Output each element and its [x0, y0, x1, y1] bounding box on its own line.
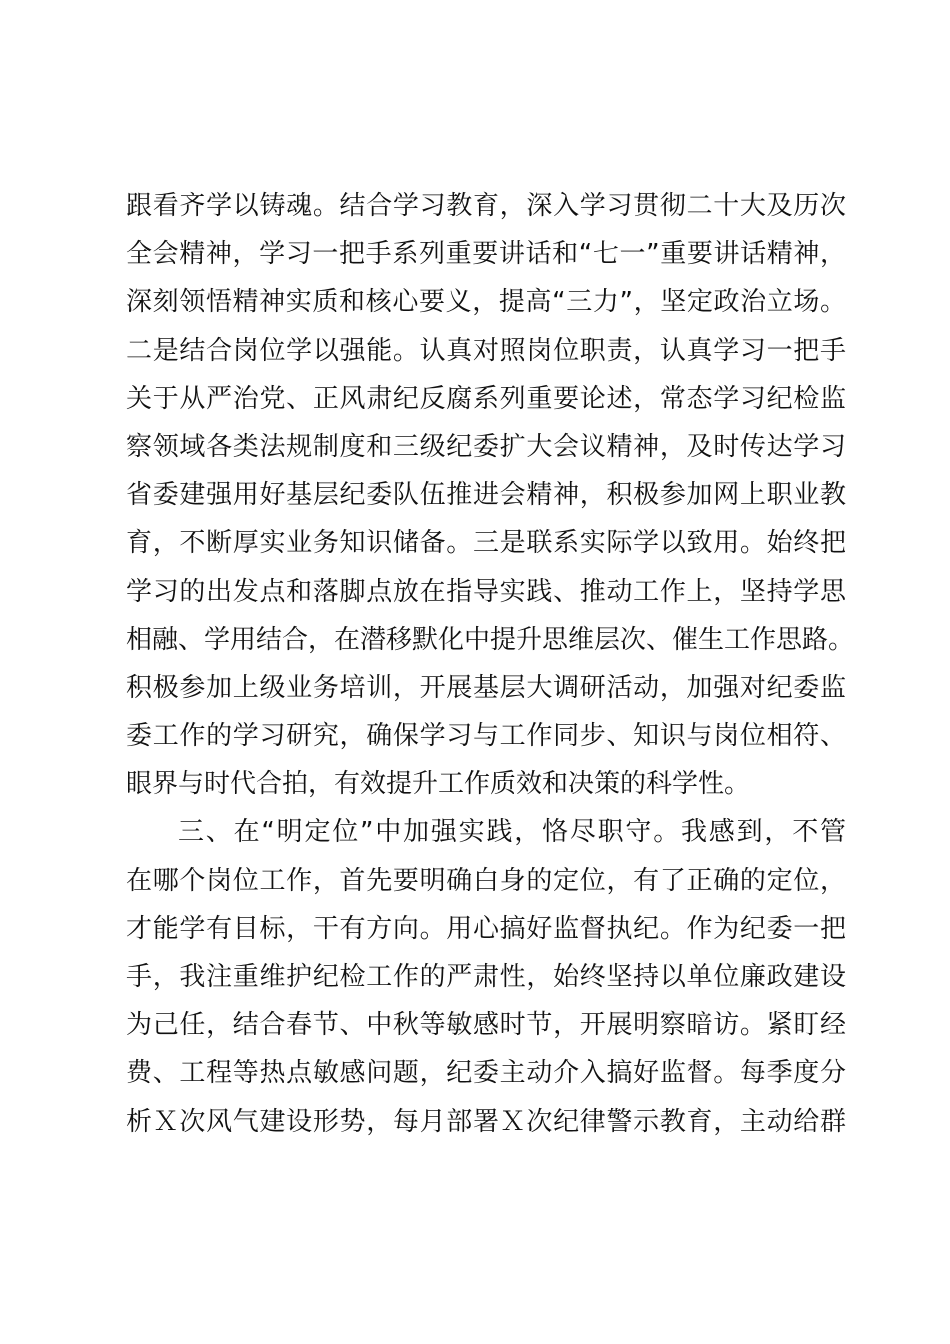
section-heading-line: 三、在“明定位”中加强实践，恪尽职守。我感到，不管: [178, 817, 846, 848]
text-line: 全会精神，学习一把手系列重要讲话和“七一”重要讲话精神，: [126, 239, 846, 270]
text-line: 学习的出发点和落脚点放在指导实践、推动工作上，坚持学思: [126, 576, 846, 607]
text-line: 积极参加上级业务培训，开展基层大调研活动，加强对纪委监: [126, 672, 846, 703]
text-line: 育，不断厚实业务知识储备。三是联系实际学以致用。始终把: [126, 528, 846, 559]
text-line: 析Ｘ次风气建设形势，每月部署Ｘ次纪律警示教育，主动给群: [126, 1106, 846, 1137]
text-line: 手，我注重维护纪检工作的严肃性，始终坚持以单位廉政建设: [126, 962, 846, 992]
text-line: 才能学有目标，干有方向。用心搞好监督执纪。作为纪委一把: [126, 913, 846, 944]
text-line: 二是结合岗位学以强能。认真对照岗位职责，认真学习一把手: [126, 335, 846, 366]
document-body: [126, 182, 855, 1146]
text-line: 关于从严治党、正风肃纪反腐系列重要论述，常态学习纪检监: [126, 383, 846, 414]
text-line: 察领域各类法规制度和三级纪委扩大会议精神，及时传达学习: [126, 431, 846, 462]
text-line: 跟看齐学以铸魂。结合学习教育，深入学习贯彻二十大及历次: [126, 191, 846, 221]
text-line: 在哪个岗位工作，首先要明确白身的定位，有了正确的定位，: [126, 865, 846, 896]
text-line: 委工作的学习研究，确保学习与工作同步、知识与岗位相符、: [126, 721, 846, 752]
paragraph-end-line: 眼界与时代合拍，有效提升工作质效和决策的科学性。: [126, 769, 751, 800]
text-line: 省委建强用好基层纪委队伍推进会精神，积极参加网上职业教: [126, 480, 846, 511]
text-line: 深刻领悟精神实质和核心要义，提高“三力”，坚定政治立场。: [126, 287, 846, 318]
text-line: 费、工程等热点敏感问题，纪委主动介入搞好监督。每季度分: [126, 1058, 846, 1089]
text-line: 为己任，结合春节、中秋等敏感时节，开展明察暗访。紧盯经: [126, 1010, 846, 1041]
text-line: 相融、学用结合，在潜移默化中提升思维层次、催生工作思路。: [126, 624, 855, 655]
